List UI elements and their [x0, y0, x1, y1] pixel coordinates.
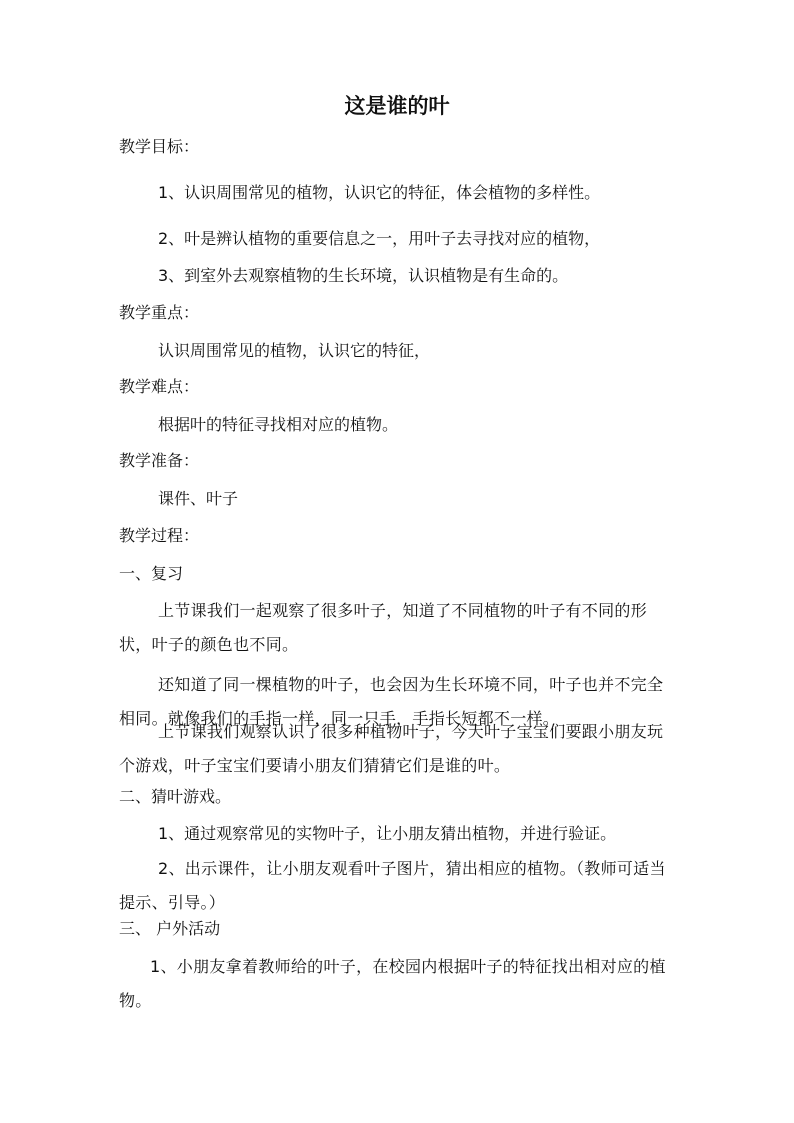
objective-item-1: 1、认识周围常见的植物，认识它的特征，体会植物的多样性。 — [158, 183, 601, 202]
section1-paragraph-1: 上节课我们一起观察了很多叶子，知道了不同植物的叶子有不同的形状，叶子的颜色也不同。 — [119, 601, 648, 654]
section2-heading: 二、猜叶游戏。 — [119, 787, 232, 806]
process-heading: 教学过程： — [119, 526, 200, 545]
section2-item-1: 1、通过观察常见的实物叶子，让小朋友猜出植物，并进行验证。 — [158, 824, 617, 843]
section2-item-2: 2、出示课件，让小朋友观看叶子图片，猜出相应的植物。（教师可适当提示、引导。） — [119, 859, 666, 912]
objective-item-2: 2、叶是辨认植物的重要信息之一，用叶子去寻找对应的植物， — [158, 229, 601, 248]
section1-paragraph-3: 上节课我们观察认识了很多种植物叶子，今天叶子宝宝们要跟小朋友玩个游戏，叶子宝宝们要请小朋友们猜猜它们是谁的叶。 — [119, 722, 664, 775]
difficulties-text: 根据叶的特征寻找相对应的植物。 — [158, 415, 399, 434]
section3-item-1: 1、小朋友拿着教师给的叶子，在校园内根据叶子的特征找出相对应的植物。 — [119, 957, 666, 1010]
difficulties-heading: 教学难点： — [119, 377, 200, 396]
preparation-text: 课件、叶子 — [158, 489, 239, 508]
objectives-heading: 教学目标： — [119, 137, 200, 156]
key-points-text: 认识周围常见的植物，认识它的特征， — [158, 341, 431, 360]
section1-heading: 一、复习 — [119, 564, 184, 583]
section1-paragraph-2: 还知道了同一棵植物的叶子，也会因为生长环境不同，叶子也并不完全相同。就像我们的手指一样，同一只手，手指长短都不一样。 — [119, 675, 664, 728]
objective-item-3: 3、到室外去观察植物的生长环境，认识植物是有生命的。 — [158, 266, 569, 285]
section3-heading: 三、 户外活动 — [119, 919, 221, 938]
document-title: 这是谁的叶 — [344, 93, 450, 118]
key-points-heading: 教学重点： — [119, 303, 200, 322]
preparation-heading: 教学准备： — [119, 451, 200, 470]
